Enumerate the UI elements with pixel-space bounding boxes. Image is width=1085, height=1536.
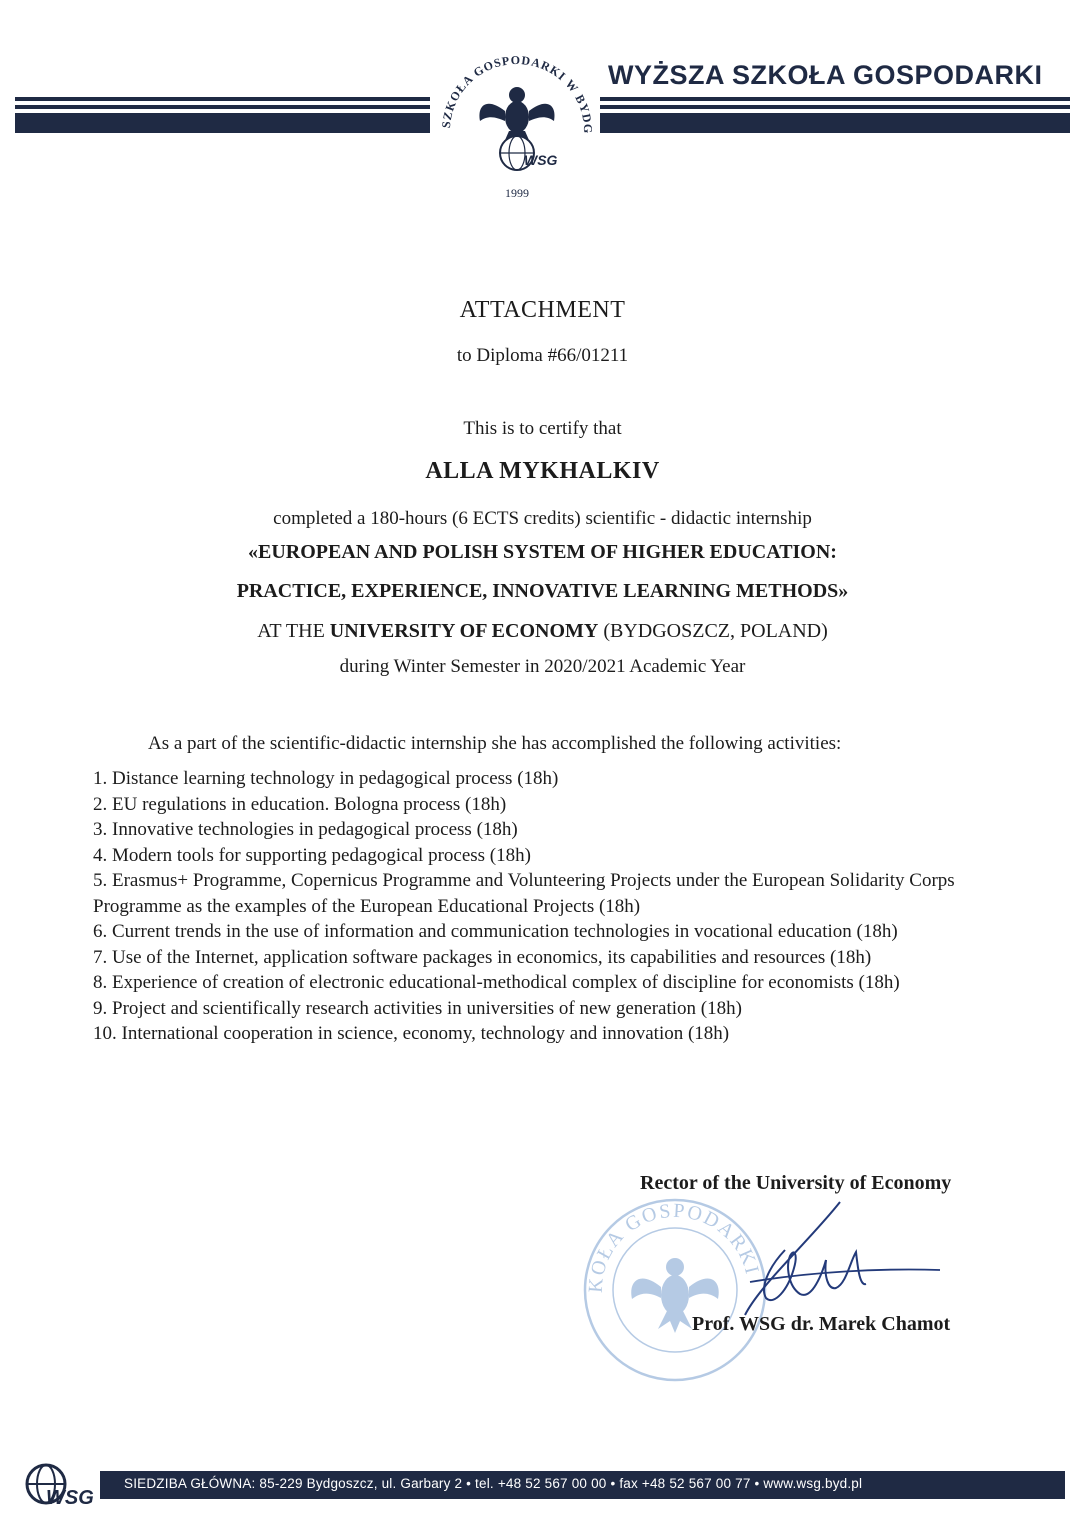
institution-name: UNIVERSITY OF ECONOMY <box>329 620 599 642</box>
wsg-logo-icon <box>20 1458 100 1514</box>
footer-contact: SIEDZIBA GŁÓWNA: 85-229 Bydgoszcz, ul. Garbary 2 • tel. +48 52 567 00 00 • fax +48 52 567 00 77 • www.wsg.byd.pl <box>124 1476 863 1491</box>
institution-location: (BYDGOSZCZ, POLAND) <box>603 620 828 642</box>
list-item: 2. EU regulations in education. Bologna process (18h) <box>93 793 507 815</box>
list-item: 3. Innovative technologies in pedagogical process (18h) <box>93 819 518 840</box>
activities-list <box>93 766 993 1047</box>
university-seal <box>432 35 602 215</box>
list-item: 10. International cooperation in science, economy, technology and innovation (18h) <box>93 1023 730 1044</box>
header-band-right-mid <box>600 105 1070 109</box>
course-title-line-1: «EUROPEAN AND POLISH SYSTEM OF HIGHER EDUCATION: <box>248 541 837 563</box>
handwritten-signature <box>690 1190 950 1320</box>
period-line: during Winter Semester in 2020/2021 Academic Year <box>339 656 746 677</box>
seal-year: 1999 <box>505 186 529 200</box>
list-item: 4. Modern tools for supporting pedagogical process (18h) <box>93 844 531 866</box>
signatory-role: Rector of the University of Economy <box>640 1172 952 1194</box>
brand-name: WYŻSZA SZKOŁA GOSPODARKI <box>608 60 1043 90</box>
completion-line: completed a 180-hours (6 ECTS credits) scientific - didactic internship <box>273 508 812 529</box>
institution-prefix: AT THE <box>257 620 325 642</box>
list-item: 9. Project and scientifically research activities in universities of new generation (18h) <box>93 997 742 1019</box>
certify-line: This is to certify that <box>463 418 622 439</box>
header-band-left-mid <box>15 105 430 109</box>
recipient-name: ALLA MYKHALKIV <box>425 458 660 484</box>
list-item: 5. Erasmus+ Programme, Copernicus Programme and Volunteering Projects under the European Solidarity Corps Programme as the examples of the European Educational Projects (18h) <box>93 870 955 917</box>
document-subtitle: to Diploma #66/01211 <box>456 345 629 366</box>
course-title-line-2: PRACTICE, EXPERIENCE, INNOVATIVE LEARNING METHODS» <box>236 580 849 602</box>
signatory-name: Prof. WSG dr. Marek Chamot <box>692 1313 951 1335</box>
header-band-left-top <box>15 97 430 101</box>
list-item: 8. Experience of creation of electronic educational-methodical complex of discipline for economists (18h) <box>93 972 900 993</box>
footer-logo-mark: WSG <box>46 1487 94 1509</box>
institution-line <box>0 620 1085 643</box>
seal-mark: WSG <box>524 152 558 168</box>
list-item: 7. Use of the Internet, application software packages in economics, its capabilities and resources (18h) <box>93 946 872 968</box>
header-band-left-thick <box>15 113 430 133</box>
header-band-right-top <box>600 97 1070 101</box>
document-title: ATTACHMENT <box>459 297 626 323</box>
seal-icon <box>432 35 602 215</box>
activities-intro: As a part of the scientific-didactic internship she has accomplished the following activities: <box>148 733 842 754</box>
footer-logo <box>20 1458 100 1514</box>
stamp-ring-text: KOŁA GOSPODARKI <box>584 1199 764 1294</box>
list-item: 1. Distance learning technology in pedagogical process (18h) <box>93 768 559 789</box>
list-item: 6. Current trends in the use of information and communication technologies in vocational education (18h) <box>93 921 898 942</box>
header-band-right-thick <box>600 113 1070 133</box>
seal-ring-text: SZKOŁA GOSPODARKI W BYDG <box>438 52 596 135</box>
